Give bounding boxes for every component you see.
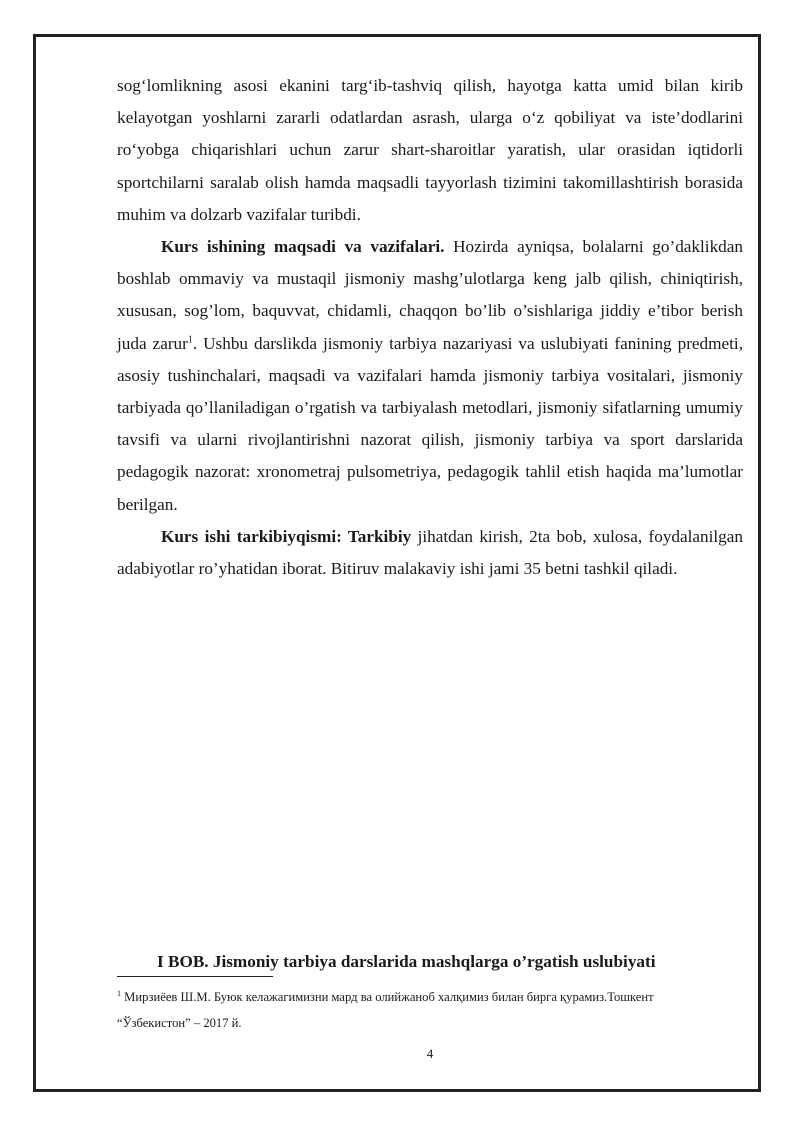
goals-paragraph <box>117 231 743 521</box>
goals-text: Hozirda ayniqsa, bolalarni go’daklikdan boshlab ommaviy va mustaqil jismoniy mashg’ulotlarga keng jalb qilish, chiniqtirish, xususan, sog’lom, baquvvat, chidamli, chaqqon bo’lib o’sishlariga jiddiy e’tibor berish juda zarur <box>117 237 743 353</box>
structure-text: jihatdan kirish, 2ta bob, xulosa, foydalanilgan adabiyotlar ro’yhatidan iborat. Bitiruv malakaviy ishi jami 35 betni tashkil qiladi. <box>117 526 743 579</box>
footnote <box>117 984 743 1036</box>
page-number: 4 <box>426 1046 434 1061</box>
intro-paragraph: sog‘lomlikning asosi ekanini targ‘ib-tashviq qilish, hayotga katta umid bilan kirib kelayotgan yoshlarni zararli odatlardan asrash, ularga o‘z qobiliyat va iste’dodlarini ro‘yobga chiqarishlari uchun zarur shart-sharoitlar yaratish, ular orasidan iqtidorli sportchilarni saralab olish hamda maqsadli tayyorlash tizimini takomillashtirish borasida muhim va dolzarb vazifalar turibdi. <box>117 76 743 224</box>
goals-heading: Kurs ishining maqsadi va vazifalari. <box>161 237 445 257</box>
footnote-citation: Мирзиёев Ш.М. Буюк келажагимизни мард ва олийжаноб халқимиз билан бирга қурамиз.Тошкент <box>121 990 654 1004</box>
page-body <box>117 70 743 585</box>
footnote-marker: 1 <box>117 988 121 998</box>
chapter-heading: I BOB. Jismoniy tarbiya darslarida mashqlarga o’rgatish uslubiyati <box>157 952 656 971</box>
footnote-reference[interactable]: 1 <box>187 333 193 345</box>
structure-paragraph <box>117 521 743 585</box>
footnote-line-1 <box>117 984 743 1010</box>
footnote-line-2: “Ўзбекистон” – 2017 й. <box>117 1016 242 1030</box>
footnote-separator <box>117 976 273 977</box>
structure-heading: Kurs ishi tarkibiyqismi: Tarkibiy <box>161 526 412 546</box>
goals-text-continued: . Ushbu darslikda jismoniy tarbiya nazariyasi va uslubiyati fanining predmeti, asosiy tushinchalari, maqsadi va vazifalari hamda jismoniy tarbiya vositalari, jismoniy tarbiyada qo’llaniladigan o’rgatish va tarbiyalash metodlari, jismoniy sifatlarning umumiy tavsifi va ularni rivojlantirishni nazorat qilish, jismoniy tarbiya va sport darslarida pedagogik nazorat: xronometraj pulsometriya, pedagogik tahlil etish haqida ma’lumotlar berilgan. <box>117 333 743 514</box>
